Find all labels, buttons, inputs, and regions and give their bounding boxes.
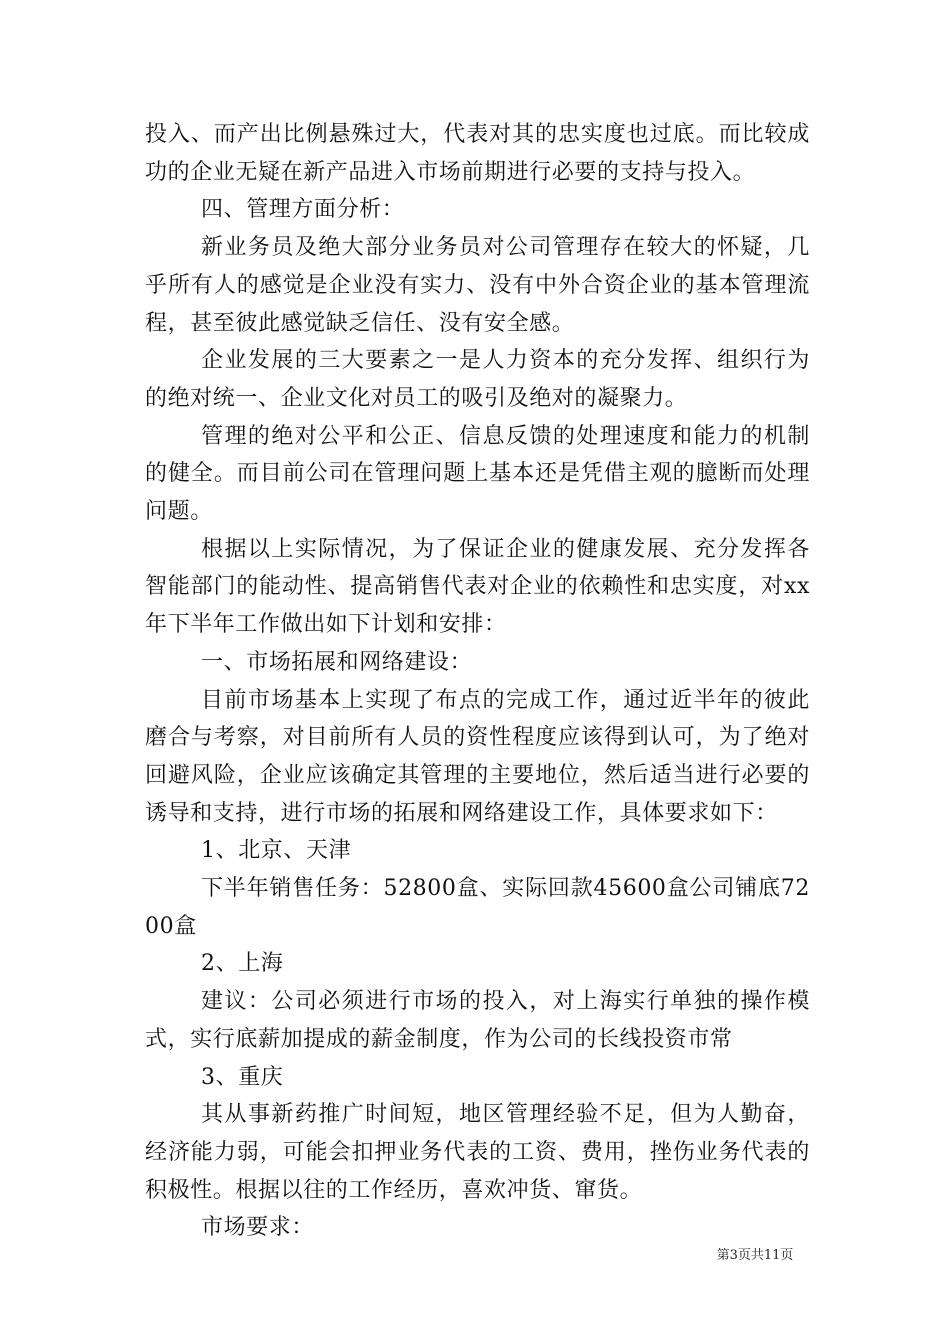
paragraph-continuation: 投入、而产出比例悬殊过大，代表对其的忠实度也过底。而比较成功的企业无疑在新产品进入市场前期进行必要的支持与投入。 [145, 122, 810, 185]
list-item-beijing-tianjin: 1、北京、天津 [201, 838, 352, 864]
paragraph-plan-intro: 根据以上实际情况，为了保证企业的健康发展、充分发挥各智能部门的能动性、提高销售代表对企业的依赖性和忠实度，对xx年下半年工作做出如下计划和安排： [145, 536, 810, 638]
paragraph-market-requirements: 市场要求： [201, 1215, 315, 1241]
page-number: 第3页共11页 [716, 1248, 794, 1263]
section-heading-market-expansion: 一、市场拓展和网络建设： [201, 649, 473, 675]
section-heading-management: 四、管理方面分析： [201, 197, 405, 223]
paragraph-sales-target: 下半年销售任务：52800盒、实际回款45600盒公司铺底7200盒 [145, 876, 810, 939]
paragraph-staff-doubts: 新业务员及绝大部分业务员对公司管理存在较大的怀疑，几乎所有人的感觉是企业没有实力、没有中外合资企业的基本管理流程，甚至彼此感觉缺乏信任、没有安全感。 [145, 235, 810, 336]
paragraph-shanghai-suggestion: 建议：公司必须进行市场的投入，对上海实行单独的操作模式，实行底薪加提成的薪金制度，作为公司的长线投资市常 [145, 989, 810, 1052]
paragraph-chongqing-analysis: 其从事新药推广时间短，地区管理经验不足，但为人勤奋，经济能力弱，可能会扣押业务代表的工资、费用，挫伤业务代表的积极性。根据以往的工作经历，喜欢冲货、窜货。 [145, 1102, 810, 1203]
paragraph-management-fairness: 管理的绝对公平和公正、信息反馈的处理速度和能力的机制的健全。而目前公司在管理问题上基本还是凭借主观的臆断而处理问题。 [145, 423, 810, 525]
paragraph-three-elements: 企业发展的三大要素之一是人力资本的充分发挥、组织行为的绝对统一、企业文化对员工的吸引及绝对的凝聚力。 [145, 348, 810, 411]
paragraph-market-status: 目前市场基本上实现了布点的完成工作，通过近半年的彼此磨合与考察，对目前所有人员的资性程度应该得到认可，为了绝对回避风险，企业应该确定其管理的主要地位，然后适当进行必要的诱导和支持，进行市场的拓展和网络建设工作，具体要求如下： [145, 687, 810, 826]
list-item-chongqing: 3、重庆 [201, 1064, 284, 1090]
list-item-shanghai: 2、上海 [201, 951, 284, 977]
document-body [145, 116, 810, 1247]
